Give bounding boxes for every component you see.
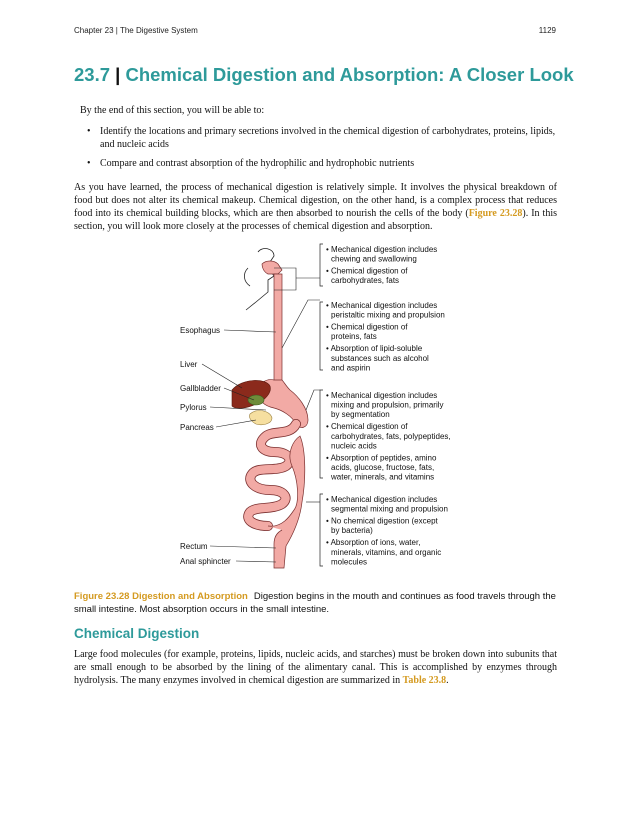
- gallbladder-shape: [248, 395, 264, 405]
- table-link[interactable]: Table 23.8: [402, 675, 447, 686]
- label-liver: Liver: [180, 360, 198, 369]
- annotation-line: • Mechanical digestion includes: [326, 301, 438, 310]
- annotation-line: by segmentation: [331, 410, 390, 420]
- label-esophagus: Esophagus: [180, 326, 221, 335]
- chemical-digestion-paragraph: Large food molecules (for example, proteins, lipids, nucleic acids, and starches) must be broken down into subunits that are small enough to be absorbed by the lining of the alimentary canal. This is accomplished by enzymes through hydrolysis. The many enzymes involved in chemical digestion are summarized in Table 23.8.: [74, 649, 557, 686]
- label-rectum: Rectum: [180, 542, 208, 551]
- section-title: [74, 64, 574, 86]
- annotation-line: segmental mixing and propulsion: [331, 504, 448, 514]
- annotation-line: • Chemical digestion of: [326, 322, 408, 332]
- label-pylorus: Pylorus: [180, 403, 207, 412]
- annotation-line: carbohydrates, fats, polypeptides,: [331, 431, 451, 441]
- caption-text: Digestion begins in the mouth and continues as food travels through the small intestine. Most absorption occurs in the small intestine.: [74, 591, 556, 615]
- annotation-line: • Absorption of peptides, amino: [326, 453, 437, 463]
- head-outline: [246, 249, 274, 310]
- jaw-outline: [244, 268, 250, 286]
- figure-link[interactable]: Figure 23.28: [468, 208, 523, 219]
- annotation-line: acids, glucose, fructose, fats,: [331, 463, 435, 472]
- section-number: 23.7: [74, 64, 111, 85]
- digestive-tract-diagram: [170, 240, 470, 572]
- annotation-line: • Mechanical digestion includes: [326, 245, 438, 254]
- bullet-icon: •: [87, 158, 91, 169]
- objectives-list: [80, 125, 560, 170]
- annotation-line: proteins, fats: [331, 332, 377, 342]
- annotation-line: • Chemical digestion of: [326, 422, 408, 432]
- section-separator: |: [115, 64, 121, 85]
- annotation-line: molecules: [331, 557, 368, 567]
- annotation-line: mixing and propulsion, primarily: [331, 400, 444, 410]
- annotation-line: substances such as alcohol: [331, 353, 429, 363]
- learning-objectives: [80, 104, 560, 176]
- annotation-line: • Absorption of ions, water,: [326, 538, 421, 548]
- section-title-text: Chemical Digestion and Absorption: A Closer Look: [125, 64, 574, 85]
- digestive-system-figure: [170, 240, 470, 572]
- annotation-line: • Chemical digestion of: [326, 266, 408, 276]
- pancreas-shape: [249, 411, 272, 425]
- intro-paragraph: As you have learned, the process of mechanical digestion is relatively simple. It involves the physical breakdown of food but does not alter its chemical makeup. Chemical digestion, on the other hand, is a complex process that reduces food into its chemical building blocks, which are then absorbed to nourish the cells of the body (Figure 23.28). In this section, you will look more closely at the processes of chemical digestion and absorption.: [74, 182, 557, 232]
- caption-label: Figure 23.28 Digestion and Absorption: [74, 591, 248, 602]
- label-pancreas: Pancreas: [180, 423, 214, 432]
- annotation-line: • Mechanical digestion includes: [326, 495, 438, 504]
- objective-item: • Compare and contrast absorption of the hydrophilic and hydrophobic nutrients: [87, 158, 415, 169]
- running-header-chapter: Chapter 23 | The Digestive System: [74, 26, 198, 35]
- objective-item: • Identify the locations and primary secretions involved in the chemical digestion of carbohydrates, proteins, lipids, and nucleic acids: [87, 126, 556, 150]
- annotation-line: peristaltic mixing and propulsion: [331, 310, 445, 320]
- annotation-line: water, minerals, and vitamins: [331, 472, 435, 482]
- annotation-line: • Absorption of lipid-soluble: [326, 344, 423, 354]
- annotation-line: chewing and swallowing: [331, 254, 417, 264]
- annotation-line: carbohydrates, fats: [331, 276, 400, 286]
- annotation-brackets: [320, 244, 323, 566]
- annotation-line: minerals, vitamins, and organic: [331, 547, 442, 557]
- annotation-line: • Mechanical digestion includes: [326, 391, 438, 400]
- small-intestine-shape: [248, 424, 296, 526]
- subheading: Chemical Digestion: [74, 626, 200, 641]
- annotation-line: • No chemical digestion (except: [326, 516, 438, 526]
- annotation-line: by bacteria): [331, 526, 373, 536]
- figure-caption: [74, 590, 557, 616]
- label-gallbladder: Gallbladder: [180, 384, 221, 393]
- annotation-line: nucleic acids: [331, 441, 377, 451]
- annotation-text-groups: [326, 245, 451, 566]
- bullet-icon: •: [87, 126, 91, 137]
- label-anal-sphincter: Anal sphincter: [180, 557, 231, 566]
- annotation-line: and aspirin: [331, 363, 371, 373]
- mouth-cavity: [262, 261, 282, 274]
- page-number: 1129: [538, 26, 556, 35]
- objectives-intro: By the end of this section, you will be able to:: [80, 105, 265, 116]
